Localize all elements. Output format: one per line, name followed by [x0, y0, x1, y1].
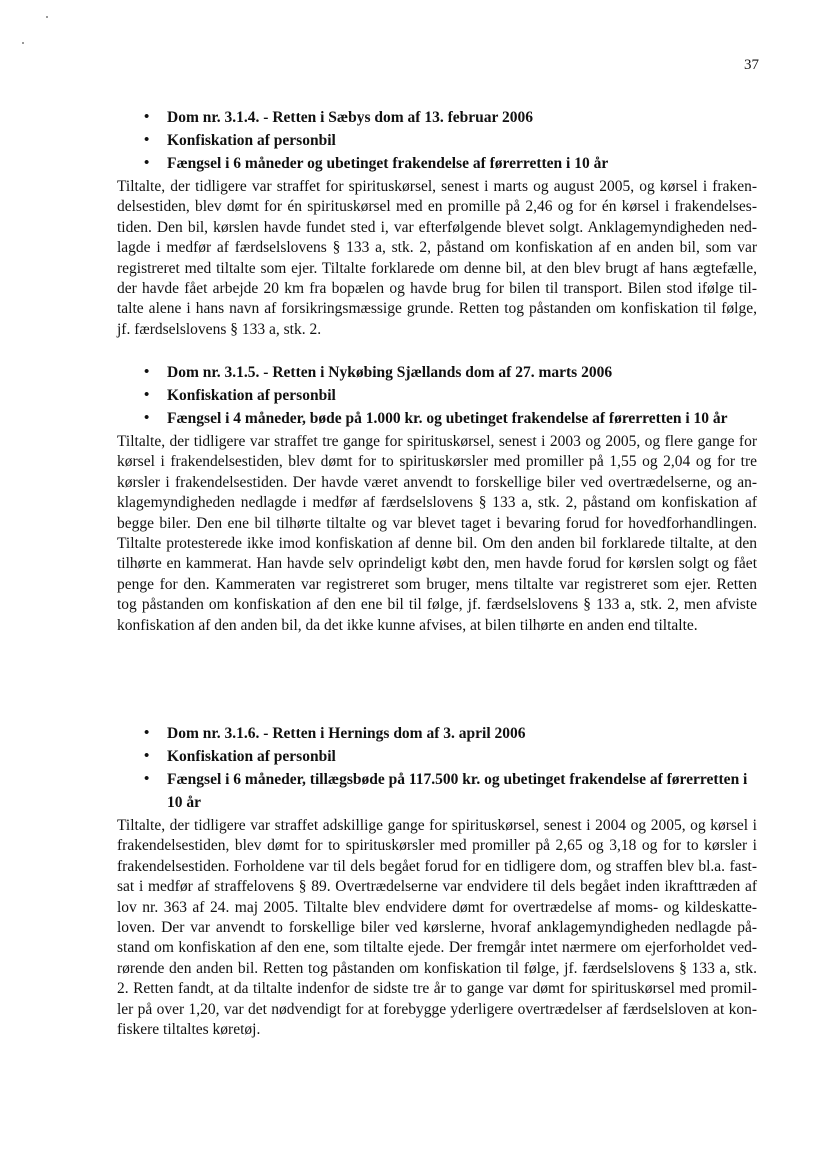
bullet-item: • Konfiskation af personbil — [117, 745, 757, 768]
scan-speck — [22, 42, 24, 44]
paragraph-line: ler på over 1,20, var det nødvendigt for at forebygge yderligere overtrædelser af færdselsloven at kon- — [117, 1000, 757, 1018]
bullet-item: • Dom nr. 3.1.5. - Retten i Nykøbing Sjællands dom af 27. marts 2006 — [117, 361, 757, 384]
case-summary-bullets — [117, 722, 757, 814]
paragraph-line: begge biler. Den ene bil tilhørte tiltalte og var blevet taget i bevaring forud for hovedforhandlingen. — [117, 514, 757, 532]
paragraph-line: sat i medfør af straffelovens § 89. Overtrædelserne var endvidere til dels begået inden ikrafttræden af — [117, 878, 757, 896]
paragraph-line: jf. færdselslovens § 133 a, stk. 2. — [117, 320, 322, 338]
bullet-item: • Konfiskation af personbil — [117, 129, 757, 152]
scan-speck — [46, 16, 48, 18]
bullet-item: • Fængsel i 6 måneder, tillægsbøde på 117.500 kr. og ubetinget frakendelse af førerretten i 10 år — [117, 768, 757, 814]
case-paragraph — [117, 432, 757, 636]
paragraph-line: tog påstanden om konfiskation af den ene bil til følge, jf. færdselslovens § 133 a, stk. 2, men afviste — [117, 596, 757, 614]
paragraph-line: Tiltalte, der tidligere var straffet tre gange for spirituskørsel, senest i 2003 og 2005, og flere gange for — [117, 433, 757, 450]
case-section-3-1-4 — [117, 106, 757, 340]
paragraph-line: lov nr. 363 af 24. maj 2005. Tiltalte blev endvidere dømt for overtrædelse af moms- og kildeskatte- — [117, 898, 757, 916]
bullet-item: • Fængsel i 6 måneder og ubetinget frakendelse af førerretten i 10 år — [117, 152, 757, 175]
bullet-item: • Fængsel i 4 måneder, bøde på 1.000 kr. og ubetinget frakendelse af førerretten i 10 år — [117, 407, 757, 430]
paragraph-line: talte alene i hans navn af forsikringsmæssige grunde. Retten tog påstanden om konfiskation til følge, — [117, 300, 757, 318]
paragraph-line: der havde fået arbejde 20 km fra bopælen og havde brug for bilen til transport. Bilen stod ifølge til- — [117, 280, 757, 298]
page-number: 37 — [744, 57, 759, 73]
paragraph-line: Tiltalte protesterede ikke imod konfiskation af denne bil. Om den anden bil forklarede tiltalte, at den — [117, 535, 757, 553]
bullet-item: • Konfiskation af personbil — [117, 384, 757, 407]
bullet-item: • Dom nr. 3.1.4. - Retten i Sæbys dom af 13. februar 2006 — [117, 106, 757, 129]
paragraph-line: klagemyndigheden nedlagde i medfør af færdselslovens § 133 a, stk. 2, påstand om konfiskation af — [117, 494, 757, 512]
paragraph-line: lagde i medfør af færdselslovens § 133 a, stk. 2, påstand om konfiskation af en anden bil, som var — [117, 239, 757, 257]
paragraph-line: fiskere tiltaltes køretøj. — [117, 1021, 261, 1039]
case-summary-bullets — [117, 106, 757, 175]
paragraph-line: penge for den. Kammeraten var registreret som bruger, mens tiltalte var registreret som ejer. Retten — [117, 575, 757, 593]
paragraph-line: tiden. Den bil, kørslen havde fundet sted i, var efterfølgende blevet solgt. Anklagemyndigheden ned- — [117, 218, 757, 236]
paragraph-line: delsestiden, blev dømt for én spirituskørsel med en promille på 2,46 og for én kørsel i frakendelses- — [117, 198, 757, 216]
paragraph-line: konfiskation af den anden bil, da det ikke kunne afvises, at bilen tilhørte en anden end tiltalte. — [117, 616, 698, 634]
paragraph-line: Tiltalte, der tidligere var straffet adskillige gange for spirituskørsel, senest i 2004 og 2005, og kørsel i — [117, 817, 757, 834]
case-section-3-1-5 — [117, 361, 757, 636]
case-section-3-1-6 — [117, 722, 757, 1040]
paragraph-line: frakendelsestiden, blev dømt for to spirituskørsler med promiller på 2,65 og 3,18 og for to kørsler i — [117, 837, 757, 855]
paragraph-line: tilhørte en kammerat. Han havde selv oprindeligt købt den, men havde forud for kørslen solgt og fået — [117, 555, 757, 573]
case-summary-bullets — [117, 361, 757, 430]
case-paragraph — [117, 816, 757, 1040]
paragraph-line: Tiltalte, der tidligere var straffet for spirituskørsel, senest i marts og august 2005, og kørsel i fraken- — [117, 178, 757, 195]
paragraph-line: stand om konfiskation af den ene, som tiltalte ejede. Der fremgår intet nærmere om ejerforholdet ved- — [117, 939, 757, 957]
paragraph-line: kørsler i frakendelsestiden. Der havde været anvendt to forskellige biler ved overtrædelserne, og an- — [117, 473, 757, 491]
paragraph-line: kørsel i frakendelsestiden, blev dømt for to spirituskørsler med promiller på 1,55 og 2,04 og for tre — [117, 453, 757, 471]
bullet-item: • Dom nr. 3.1.6. - Retten i Hernings dom af 3. april 2006 — [117, 722, 757, 745]
paragraph-line: frakendelsestiden. Forholdene var til dels begået forud for en tidligere dom, og straffen blev bl.a. fast- — [117, 857, 757, 875]
case-paragraph — [117, 177, 757, 340]
paragraph-line: loven. Der var anvendt to forskellige biler ved kørslerne, hvoraf anklagemyndigheden nedlagde på- — [117, 919, 757, 937]
paragraph-line: rørende den anden bil. Retten tog påstanden om konfiskation til følge, jf. færdselslovens § 133 a, stk. — [117, 959, 757, 977]
paragraph-line: 2. Retten fandt, at da tiltalte indenfor de sidste tre år to gange var dømt for spirituskørsel med promil- — [117, 980, 757, 998]
paragraph-line: registreret med tiltalte som ejer. Tiltalte forklarede om denne bil, at den blev brugt af hans ægtefælle, — [117, 259, 757, 277]
